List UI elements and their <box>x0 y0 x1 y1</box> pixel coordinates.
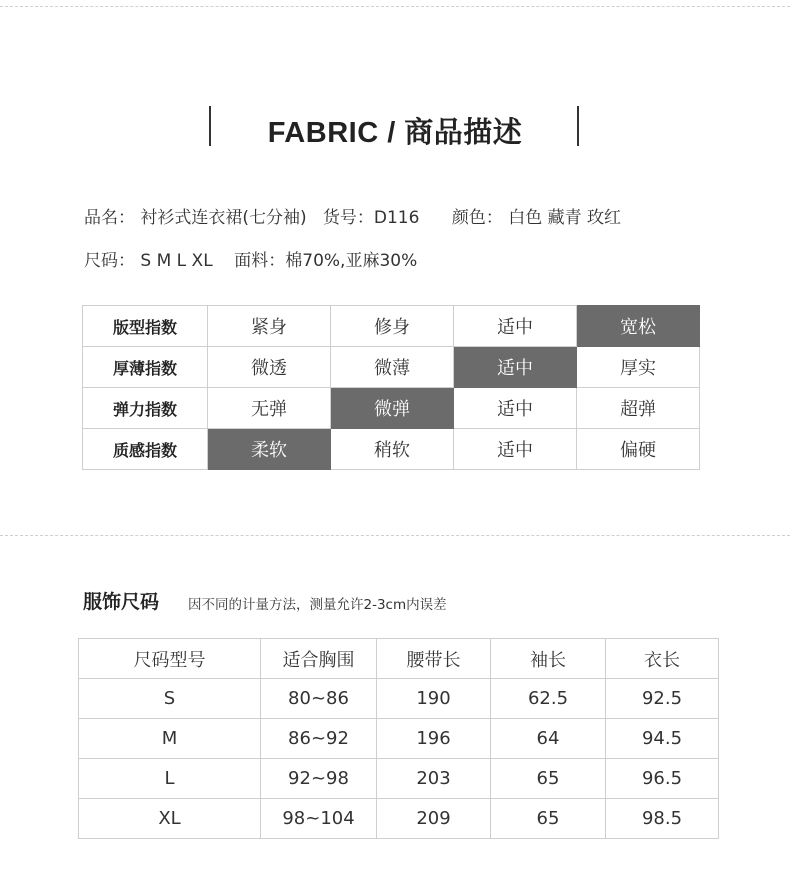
size-table-header: 袖长 <box>491 639 606 679</box>
attribute-option: 适中 <box>454 306 577 347</box>
attribute-label: 质感指数 <box>83 429 208 470</box>
table-row <box>79 759 719 799</box>
size-table-header: 衣长 <box>606 639 719 679</box>
size-table-cell: XL <box>79 799 261 839</box>
size-table-cell: 94.5 <box>606 719 719 759</box>
size-table-header-row <box>79 639 719 679</box>
attribute-label: 厚薄指数 <box>83 347 208 388</box>
size-table-cell: 80~86 <box>261 679 377 719</box>
attribute-option: 适中 <box>454 388 577 429</box>
size-table-cell: 196 <box>377 719 491 759</box>
attribute-option: 适中 <box>454 429 577 470</box>
page-title: FABRIC / 商品描述 <box>267 117 523 149</box>
attribute-row <box>83 347 700 388</box>
attribute-option: 修身 <box>331 306 454 347</box>
size-table-cell: 64 <box>491 719 606 759</box>
attribute-option-selected: 适中 <box>454 347 577 388</box>
size-table-header: 适合胸围 <box>261 639 377 679</box>
attribute-label: 弹力指数 <box>83 388 208 429</box>
attribute-option: 超弹 <box>577 388 700 429</box>
attribute-label: 版型指数 <box>83 306 208 347</box>
size-table-cell: 96.5 <box>606 759 719 799</box>
attribute-option: 无弹 <box>208 388 331 429</box>
attribute-option: 偏硬 <box>577 429 700 470</box>
attribute-option: 微薄 <box>331 347 454 388</box>
attribute-option: 厚实 <box>577 347 700 388</box>
size-section-note: 因不同的计量方法，测量允许2-3cm内误差 <box>188 597 447 613</box>
table-row <box>79 719 719 759</box>
section-heading <box>0 106 790 149</box>
size-table-cell: 209 <box>377 799 491 839</box>
attribute-option-selected: 宽松 <box>577 306 700 347</box>
title-bar-right <box>577 106 579 146</box>
size-table-cell: 92~98 <box>261 759 377 799</box>
size-table-cell: 190 <box>377 679 491 719</box>
size-section-title: 服饰尺码 <box>83 591 160 613</box>
attribute-option: 紧身 <box>208 306 331 347</box>
fabric-attribute-table <box>82 305 700 470</box>
size-table-header: 尺码型号 <box>79 639 261 679</box>
attribute-option: 稍软 <box>331 429 454 470</box>
attribute-option: 微透 <box>208 347 331 388</box>
middle-divider <box>0 535 790 536</box>
attribute-row <box>83 306 700 347</box>
product-info-line-2: 尺码： S M L XL 面料：棉70%,亚麻30% <box>84 251 418 271</box>
size-table-cell: 92.5 <box>606 679 719 719</box>
attribute-row <box>83 429 700 470</box>
size-table-cell: 98~104 <box>261 799 377 839</box>
attribute-row <box>83 388 700 429</box>
table-row <box>79 679 719 719</box>
top-divider <box>0 6 790 7</box>
table-row <box>79 799 719 839</box>
size-table-cell: L <box>79 759 261 799</box>
size-table-cell: 86~92 <box>261 719 377 759</box>
size-table-cell: 98.5 <box>606 799 719 839</box>
size-table-cell: M <box>79 719 261 759</box>
size-table-cell: 62.5 <box>491 679 606 719</box>
size-table-cell: 203 <box>377 759 491 799</box>
product-info-line-1: 品名： 衬衫式连衣裙(七分袖) 货号：D116 颜色： 白色 藏青 玫红 <box>84 208 622 228</box>
attribute-option-selected: 微弹 <box>331 388 454 429</box>
size-table-cell: S <box>79 679 261 719</box>
size-table-cell: 65 <box>491 799 606 839</box>
size-table <box>78 638 719 839</box>
size-table-cell: 65 <box>491 759 606 799</box>
size-table-header: 腰带长 <box>377 639 491 679</box>
attribute-option-selected: 柔软 <box>208 429 331 470</box>
